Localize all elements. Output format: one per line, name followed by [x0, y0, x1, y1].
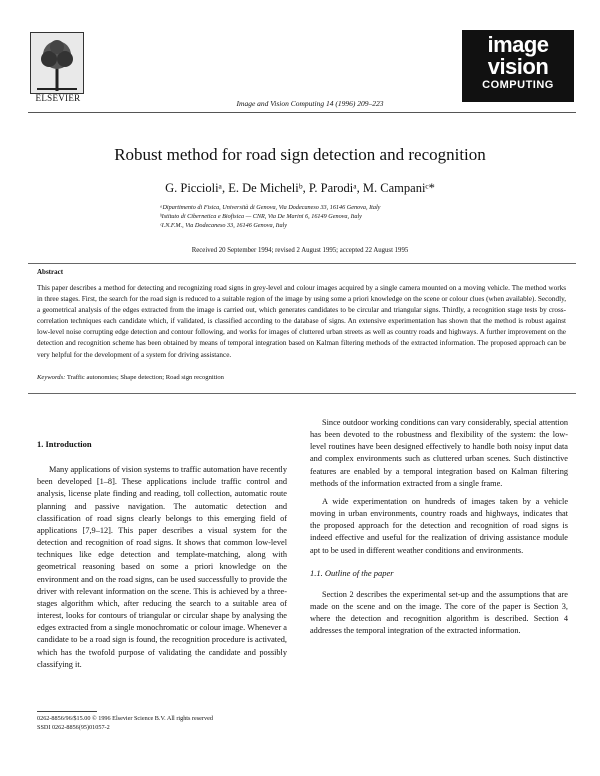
- keywords-label: Keywords:: [37, 374, 66, 381]
- paper-title: Robust method for road sign detection and recognition: [114, 145, 486, 164]
- keywords-rule: [28, 393, 576, 394]
- author-list: G. Piccioliᵃ, E. De Micheliᵇ, P. Parodiᵃ, M. Campaniᶜ*: [165, 181, 435, 195]
- affiliation-c: ᶜI.N.F.M., Via Dodecaneso 33, 16146 Genova, Italy: [160, 222, 288, 229]
- outline-paragraph: Section 2 describes the experimental set-up and the assumptions that are made on the scene and on the image. The core of the paper is Section 3, where the detection and recognition algorithm is described. Section 4 addresses the temporal integration of the extracted information.: [310, 589, 568, 636]
- header-rule: [28, 112, 576, 113]
- footer-rule: [37, 711, 97, 712]
- body-paragraph-2: A wide experimentation on hundreds of images taken by a vehicle moving in urban environments, country roads and highways, indicates that the proposed approach for the detection and recognition of road signs is indeed effective and useful for the realization of driving assistance module apt to be used in different weather conditions and environments.: [310, 496, 568, 555]
- logo-line-vision: vision: [487, 54, 549, 79]
- copyright-footer: [37, 714, 317, 732]
- keywords-text: Traffic autonomies; Shape detection; Road sign recognition: [66, 374, 224, 381]
- affiliation-b: ᵇIstituto di Cibernetica e Biofisica — CNR, Via De Marini 6, 16149 Genova, Italy: [160, 213, 362, 220]
- logo-line-computing: COMPUTING: [482, 79, 554, 91]
- intro-paragraph: Many applications of vision systems to traffic automation have recently been developed [1–8]. These applications include traffic control and analysis, license plate finding and reading, toll collection, automatic route planning and passive navigation. The automatic detection and classification of road signs clearly belongs to this emerging field of applications [7,9–12]. This paper describes a visual system for the detection and recognition of road signs. It shows that common low-level techniques like edge detection and template-matching, along with geometrical reasoning based on some a priori knowledge on the environment and on the road signs, can be used successfully to provide the driver with relevant information on the scene. This is achieved by a three-stages algorithm which, after reducing the search to a suitable area of interest, looks for contours of triangular or circular shape by analysing the edges extracted from a single monochromatic or colour image. Whenever a candidate to be a road sign is found, the recognition procedure is activated, which has the twofold purpose of validating the candidate and possibly classifying it.: [37, 465, 287, 669]
- subsection-heading-outline: 1.1. Outline of the paper: [310, 567, 394, 578]
- journal-reference: Image and Vision Computing 14 (1996) 209–223: [236, 99, 384, 108]
- journal-logo: [462, 30, 574, 102]
- section-heading-introduction: 1. Introduction: [37, 439, 92, 449]
- keywords: [37, 374, 566, 381]
- right-column: [310, 417, 568, 638]
- body-paragraph-1: Since outdoor working conditions can vary considerably, special attention has been devoted to the robustness and flexibility of the system: the low-level routines have been designed effectively to handle both noisy input data and complex environments such as cluttered urban scenes. Such distinctive features are enabled by a temporal integration based on Kalman filtering methods of the information extracted from a single frame.: [310, 418, 568, 488]
- copyright-line: 0262-8856/96/$15.00 © 1996 Elsevier Science B.V. All rights reserved: [37, 715, 213, 722]
- elsevier-logo-icon: [30, 32, 84, 94]
- left-column: [37, 438, 287, 671]
- abstract-top-rule: [28, 263, 576, 264]
- abstract-body: This paper describes a method for detecting and recognizing road signs in grey-level and colour images acquired by a single camera mounted on a moving vehicle. The method works in three stages. First, the search for the road sign is reduced to a suitable region of the image by using some a priori knowledge on the scene or colour clues (when available). Secondly, a geometrical analysis of the edges extracted from the image is carried out, which generates candidates to be circular and triangular signs. Thirdly, a recognition stage tests by cross-correlation techniques each candidate which, if validated, is classified according to the database of signs. An extensive experimentation has shown that the method is robust against low-level noise corrupting edge detection and contour following, and works for images of cluttered urban streets as well as country roads and highways. A further improvement on the detection and recognition scheme has been obtained by means of temporal integration based on Kalman filtering methods of the extracted information. The proposed approach can be very helpful for the development of a system for driving assistance.: [37, 284, 566, 359]
- logo-line-image: image: [487, 32, 549, 57]
- affiliation-a: ᵃDipartimento di Fisica, Università di Genova, Via Dodecaneso 33, 16146 Genova, Italy: [160, 204, 381, 211]
- publisher-name: ELSEVIER: [35, 93, 81, 103]
- abstract-heading: Abstract: [37, 268, 64, 276]
- ssdi-line: SSDI 0262-8856(95)01057-2: [37, 724, 110, 731]
- received-dates: Received 20 September 1994; revised 2 August 1995; accepted 22 August 1995: [191, 247, 409, 254]
